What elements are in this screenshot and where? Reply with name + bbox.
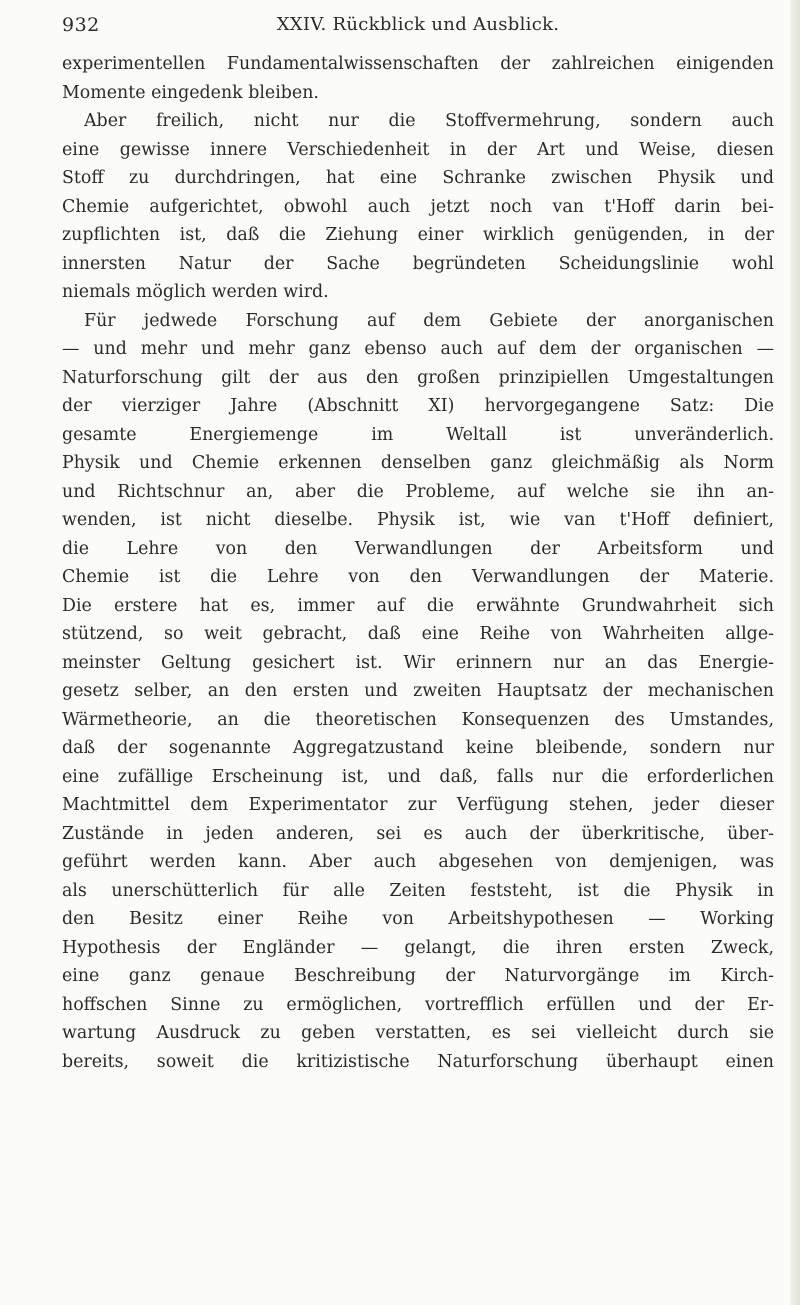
text-line: die Lehre von den Verwandlungen der Arbeitsform und — [62, 538, 774, 559]
text-line: stützend, so weit gebracht, daß eine Reihe von Wahrheiten allge- — [62, 624, 774, 644]
page-header — [62, 14, 774, 44]
text-line: experimentellen Fundamentalwissenschaften der zahlreichen einigenden — [62, 54, 774, 74]
text-line: Chemie ist die Lehre von den Verwandlungen der Materie. — [62, 567, 774, 587]
text-line: Momente eingedenk bleiben. — [62, 82, 319, 103]
text-line: Hypothesis der Engländer — gelangt, die ihren ersten Zweck, — [62, 937, 774, 958]
text-line: gesetz selber, an den ersten und zweiten Hauptsatz der mechanischen — [62, 681, 774, 701]
text-line: niemals möglich werden wird. — [62, 282, 329, 302]
text-line: Stoff zu durchdringen, hat eine Schranke zwischen Physik und — [62, 168, 774, 188]
text-line: Wärmetheorie, an die theoretischen Konsequenzen des Umstandes, — [62, 709, 774, 730]
text-line: — und mehr und mehr ganz ebenso auch auf dem der organischen — — [62, 339, 774, 359]
text-line: Die erstere hat es, immer auf die erwähnte Grundwahrheit sich — [62, 595, 774, 616]
text-line: innersten Natur der Sache begründeten Scheidungslinie wohl — [62, 253, 774, 274]
text-line: Für jedwede Forschung auf dem Gebiete der anorganischen — [84, 310, 774, 331]
running-head: XXIV. Rückblick und Ausblick. — [276, 14, 560, 35]
text-line: eine zufällige Erscheinung ist, und daß, falls nur die erforderlichen — [62, 766, 774, 787]
text-line: Physik und Chemie erkennen denselben ganz gleichmäßig als Norm — [62, 453, 774, 473]
text-line: Chemie aufgerichtet, obwohl auch jetzt noch van t'Hoff darin bei- — [62, 196, 774, 217]
text-line: Naturforschung gilt der aus den großen prinzipiellen Umgestaltungen — [62, 367, 774, 388]
text-line: eine ganz genaue Beschreibung der Naturvorgänge im Kirch- — [62, 966, 774, 986]
page-number: 932 — [62, 14, 100, 36]
text-line: den Besitz einer Reihe von Arbeitshypothesen — Working — [62, 909, 774, 929]
text-line: und Richtschnur an, aber die Probleme, auf welche sie ihn an- — [62, 481, 774, 502]
text-line: Zustände in jeden anderen, sei es auch der überkritische, über- — [62, 823, 774, 844]
text-line: zupflichten ist, daß die Ziehung einer wirklich genügenden, in der — [62, 225, 774, 245]
text-line: eine gewisse innere Verschiedenheit in der Art und Weise, diesen — [62, 139, 774, 160]
text-line: der vierziger Jahre (Abschnitt XI) hervorgegangene Satz: Die — [62, 396, 774, 416]
text-line: wartung Ausdruck zu geben verstatten, es sei vielleicht durch sie — [62, 1023, 774, 1043]
body-text — [62, 50, 774, 1076]
text-line: Machtmittel dem Experimentator zur Verfügung stehen, jeder dieser — [62, 795, 774, 815]
text-line: wenden, ist nicht dieselbe. Physik ist, wie van t'Hoff definiert, — [62, 510, 774, 530]
text-line: daß der sogenannte Aggregatzustand keine bleibende, sondern nur — [62, 738, 774, 758]
page-edge — [790, 0, 800, 1305]
text-line: hoffschen Sinne zu ermöglichen, vortrefflich erfüllen und der Er- — [62, 994, 774, 1015]
text-line: Aber freilich, nicht nur die Stoffvermehrung, sondern auch — [84, 111, 774, 131]
text-line: meinster Geltung gesichert ist. Wir erinnern nur an das Energie- — [62, 652, 774, 673]
text-line: als unerschütterlich für alle Zeiten feststeht, ist die Physik in — [62, 880, 774, 901]
text-line: bereits, soweit die kritizistische Naturforschung überhaupt einen — [62, 1051, 774, 1072]
text-line: gesamte Energiemenge im Weltall ist unveränderlich. — [62, 424, 774, 445]
text-line: geführt werden kann. Aber auch abgesehen von demjenigen, was — [62, 852, 774, 872]
